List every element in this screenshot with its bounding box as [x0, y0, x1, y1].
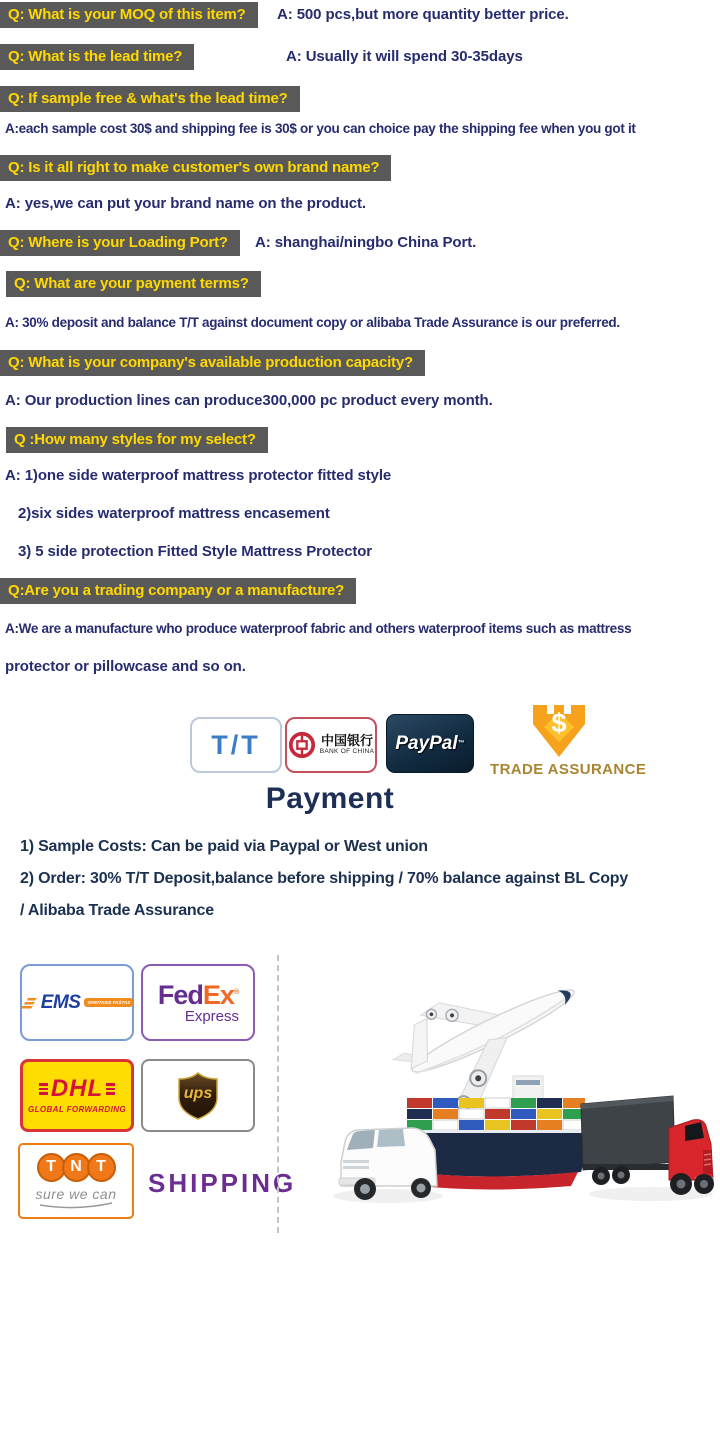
trade-assurance-logo [527, 700, 591, 762]
paypal-logo [386, 714, 474, 773]
dhl-stripes-right-icon [106, 1083, 115, 1095]
faq-question-sample: Q: If sample free & what's the lead time? [0, 86, 300, 112]
faq-question-moq: Q: What is your MOQ of this item? [0, 2, 258, 28]
faq-answer-styles-3: 3) 5 side protection Fitted Style Mattress Protector [18, 543, 373, 560]
faq-question-styles: Q :How many styles for my select? [6, 427, 268, 453]
tnt-logo [18, 1143, 134, 1219]
ems-label: EMS [40, 991, 81, 1013]
bank-of-china-logo [285, 717, 377, 773]
faq-question-brand: Q: Is it all right to make customer's own brand name? [0, 155, 391, 181]
ups-logo [141, 1059, 255, 1132]
paypal-label: PayPal [395, 732, 458, 754]
dhl-sub-label: GLOBAL FORWARDING [27, 1105, 127, 1114]
faq-answer-payment-terms: A: 30% deposit and balance T/T against document copy or alibaba Trade Assurance is our preferred. [5, 315, 620, 330]
tt-label: T/T [211, 729, 261, 760]
payment-term-2: 2) Order: 30% T/T Deposit,balance before shipping / 70% balance against BL Copy [20, 870, 629, 887]
tnt-underline-swoosh [36, 1202, 116, 1210]
faq-answer-moq: A: 500 pcs,but more quantity better price. [277, 6, 569, 23]
fedex-fed-label: Fed [157, 979, 203, 1010]
logistics-illustration [283, 946, 720, 1246]
faq-answer-port: A: shanghai/ningbo China Port. [255, 234, 477, 251]
trade-assurance-dollar: $ [551, 708, 567, 738]
faq-answer-manufacture-1: A:We are a manufacture who produce waterproof fabric and others waterproof items such as mattress [5, 621, 632, 636]
dhl-label: DHL [50, 1075, 104, 1102]
tnt-letter-n: N [62, 1153, 91, 1182]
tnt-letter-t2: T [87, 1153, 116, 1182]
faq-answer-sample: A:each sample cost 30$ and shipping fee is 30$ or you can choice pay the shipping fee when you got it [5, 121, 636, 136]
payment-term-3: / Alibaba Trade Assurance [20, 902, 214, 919]
fedex-ex-label: Ex [202, 979, 234, 1010]
faq-question-lead-time: Q: What is the lead time? [0, 44, 194, 70]
shipping-heading: SHIPPING [148, 1168, 297, 1198]
trade-assurance-label: TRADE ASSURANCE [490, 761, 647, 778]
bank-of-china-en-label: BANK OF CHINA [319, 748, 375, 756]
tnt-letter-t1: T [37, 1153, 66, 1182]
faq-answer-styles-1: A: 1)one side waterproof mattress protector fitted style [5, 467, 392, 484]
faq-answer-manufacture-2: protector or pillowcase and so on. [5, 658, 246, 675]
payment-heading: Payment [265, 782, 395, 815]
fedex-logo [141, 964, 255, 1041]
tnt-slogan: sure we can [35, 1185, 117, 1202]
bank-of-china-cn-label: 中国银行 [320, 733, 373, 749]
faq-question-manufacture: Q:Are you a trading company or a manufacture? [0, 578, 356, 604]
faq-question-payment-terms: Q: What are your payment terms? [6, 271, 261, 297]
dhl-stripes-left-icon [39, 1083, 48, 1095]
fedex-registered-mark: ® [233, 988, 239, 996]
paypal-tm: ™ [457, 740, 465, 747]
ems-sub-label: GREITASIS PAŠTAS [84, 998, 133, 1007]
faq-answer-brand: A: yes,we can put your brand name on the product. [5, 195, 366, 212]
bank-of-china-coin-icon [288, 731, 316, 759]
ems-logo [20, 964, 134, 1041]
faq-answer-lead-time: A: Usually it will spend 30-35days [286, 48, 523, 65]
ems-wings-icon [21, 996, 39, 1010]
shipping-dashed-divider [277, 955, 279, 1233]
fedex-express-label: Express [184, 1007, 239, 1025]
payment-term-1: 1) Sample Costs: Can be paid via Paypal or West union [20, 838, 428, 855]
dhl-logo [20, 1059, 134, 1132]
white-van-image [333, 1128, 443, 1203]
ups-label: ups [183, 1084, 213, 1102]
red-truck-image [581, 1096, 714, 1201]
faq-answer-styles-2: 2)six sides waterproof mattress encasement [18, 505, 330, 522]
faq-answer-capacity: A: Our production lines can produce300,000 pc product every month. [5, 392, 493, 409]
faq-question-capacity: Q: What is your company's available production capacity? [0, 350, 425, 376]
faq-question-port: Q: Where is your Loading Port? [0, 230, 240, 256]
tt-payment-logo [190, 717, 282, 773]
